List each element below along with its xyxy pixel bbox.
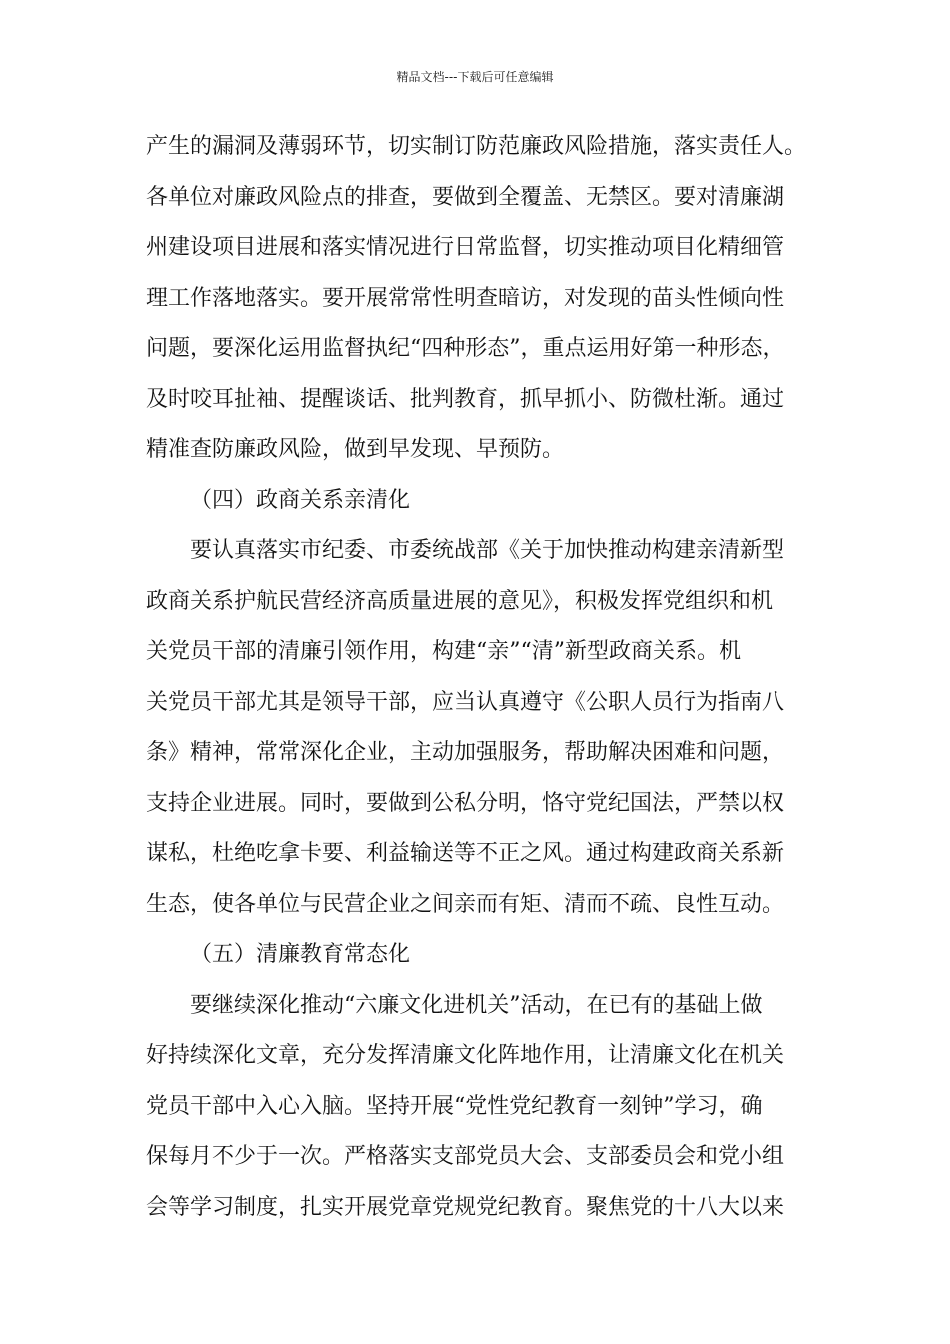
text-line: 关党员干部尤其是领导干部，应当认真遵守《公职人员行为指南八 [146, 689, 785, 715]
text-line: 及时咬耳扯袖、提醒谈话、批判教育，抓早抓小、防微杜渐。通过 [146, 386, 785, 412]
text-line: 党员干部中入心入脑。坚持开展“党性党纪教育一刻钟”学习，确 [146, 1093, 763, 1119]
text-line: 会等学习制度，扎实开展党章党规党纪教育。聚焦党的十八大以来 [146, 1194, 785, 1220]
text-line: 理工作落地落实。要开展常常性明查暗访，对发现的苗头性倾向性 [146, 285, 785, 311]
text-line: 关党员干部的清廉引领作用，构建“亲”“清”新型政商关系。机 [146, 639, 741, 664]
page-header: 精品文档---下载后可任意编辑 [396, 70, 554, 84]
text-line: 精准查防廉政风险，做到早发现、早预防。 [146, 437, 565, 462]
text-line: 问题，要深化运用监督执纪“四种形态”，重点运用好第一种形态， [146, 336, 785, 361]
text-line: 要认真落实市纪委、市委统战部《关于加快推动构建亲清新型 [190, 538, 785, 563]
text-line: 保每月不少于一次。严格落实支部党员大会、支部委员会和党小组 [146, 1144, 785, 1169]
text-line: 产生的漏洞及薄弱环节，切实制订防范廉政风险措施，落实责任人。 [146, 134, 807, 159]
text-line: 政商关系护航民营经济高质量进展的意见》，积极发挥党组织和机 [146, 588, 774, 614]
text-line: 谋私，杜绝吃拿卡要、利益输送等不正之风。通过构建政商关系新 [146, 841, 785, 866]
text-line: 各单位对廉政风险点的排查，要做到全覆盖、无禁区。要对清廉湖 [146, 184, 785, 210]
text-line: 要继续深化推动“六廉文化进机关”活动，在已有的基础上做 [190, 992, 763, 1018]
text-line: 支持企业进展。同时，要做到公私分明，恪守党纪国法，严禁以权 [146, 790, 785, 816]
text-line: 州建设项目进展和落实情况进行日常监督，切实推动项目化精细管 [146, 235, 785, 260]
section-heading: （五）清廉教育常态化 [190, 942, 411, 967]
document-body [146, 122, 826, 1233]
text-line: 条》精神，常常深化企业，主动加强服务，帮助解决困难和问题， [146, 740, 785, 765]
section-heading: （四）政商关系亲清化 [190, 487, 411, 513]
text-line: 好持续深化文章，充分发挥清廉文化阵地作用，让清廉文化在机关 [146, 1043, 785, 1068]
text-line: 生态，使各单位与民营企业之间亲而有矩、清而不疏、良性互动。 [146, 891, 785, 917]
